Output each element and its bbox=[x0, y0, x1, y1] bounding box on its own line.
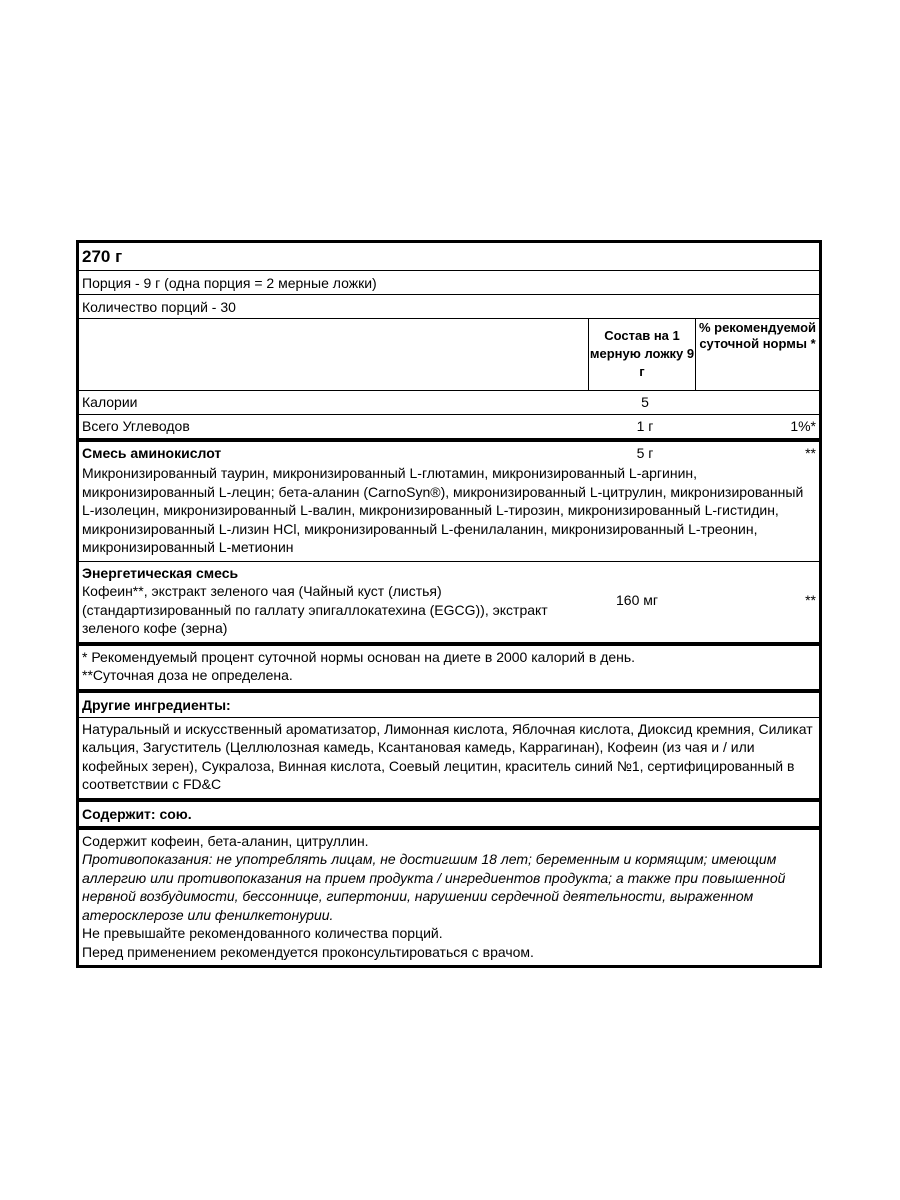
amino-blend-name: Смесь аминокислот bbox=[82, 445, 222, 461]
warning-dosage: Не превышайте рекомендованного количества порций. bbox=[82, 925, 443, 941]
nutrient-amount: 1 г bbox=[636, 418, 654, 434]
warning-consult-doctor: Перед применением рекомендуется проконсультироваться с врачом. bbox=[82, 943, 534, 960]
energy-blend-name: Энергетическая смесь bbox=[82, 564, 239, 581]
nutrient-dv bbox=[705, 391, 819, 414]
other-ingredients-text: Натуральный и искусственный ароматизатор, Лимонная кислота, Яблочная кислота, Диоксид кремния, Силикат кальция, Загуститель (Целлюлозная камедь, Ксантановая камедь, Каррагинан), Кофеин (из чая и / или кофейных зерен), Сукралоза, Винная кислота, Соевый лецитин, краситель синий №1, сертифицированный в соответствии с FD&C bbox=[79, 717, 819, 798]
nutrient-row-carbs bbox=[79, 414, 819, 438]
supplement-facts-panel bbox=[76, 240, 822, 968]
footnotes bbox=[79, 642, 819, 689]
nutrient-row-calories bbox=[79, 390, 819, 414]
amino-blend-description: Микронизированный таурин, микронизированный L-глютамин, микронизированный L-аргинин, микронизированный L-лецин; бета-аланин (CarnoSyn®), микронизированный L-цитрулин, микронизированный L-изолецин, микронизированный L-валин, микронизированный L-тирозин, микронизированный L-гистидин, микронизированный L-лизин HCl, микронизированный L-фенилаланин, микронизированный L-треонин, микронизированный L-метионин bbox=[82, 465, 804, 555]
warnings-block bbox=[79, 826, 819, 966]
amino-blend-row bbox=[79, 438, 819, 462]
amino-blend-dv: ** bbox=[805, 445, 816, 461]
warning-contraindications: Противопоказания: не употреблять лицам, не достигшим 18 лет; беременным и кормящим; имеющим аллергию или противопоказания на прием продукта / ингредиентов продукта; а также при повышенной нервной возбудимости, бессоннице, гипертонии, нарушении сердечной деятельности, выраженном атеросклерозе или фенилкетонурии. bbox=[82, 851, 786, 923]
amino-blend-amount: 5 г bbox=[636, 445, 654, 461]
nutrient-name: Калории bbox=[82, 394, 138, 410]
column-header-row bbox=[79, 318, 819, 390]
energy-blend-dv: ** bbox=[805, 592, 816, 609]
other-ingredients-title: Другие ингредиенты: bbox=[79, 689, 819, 717]
daily-value-column-header: % рекомендуемой суточной нормы * bbox=[695, 319, 819, 390]
allergen-statement: Содержит: сою. bbox=[79, 798, 819, 826]
nutrient-dv: 1%* bbox=[790, 418, 816, 434]
serving-size: Порция - 9 г (одна порция = 2 мерные ложки) bbox=[79, 270, 819, 294]
warning-caffeine: Содержит кофеин, бета-аланин, цитруллин. bbox=[82, 832, 369, 849]
net-weight: 270 г bbox=[82, 247, 123, 266]
amount-column-header: Состав на 1 мерную ложку 9 г bbox=[588, 319, 695, 390]
footnote-daily-value: * Рекомендуемый процент суточной нормы основан на диете в 2000 калорий в день. bbox=[82, 648, 636, 665]
servings-count: Количество порций - 30 bbox=[79, 294, 819, 318]
nutrient-name: Всего Углеводов bbox=[82, 418, 190, 434]
energy-blend-amount: 160 мг bbox=[616, 592, 658, 609]
footnote-not-established: **Суточная доза не определена. bbox=[82, 667, 293, 683]
nutrient-amount: 5 bbox=[641, 394, 649, 410]
energy-blend-row bbox=[79, 561, 819, 642]
energy-blend-description: Кофеин**, экстракт зеленого чая (Чайный куст (листья) (стандартизированный по галлату эпигаллокатехина (EGCG)), экстракт зеленого кофе (зерна) bbox=[82, 583, 548, 636]
